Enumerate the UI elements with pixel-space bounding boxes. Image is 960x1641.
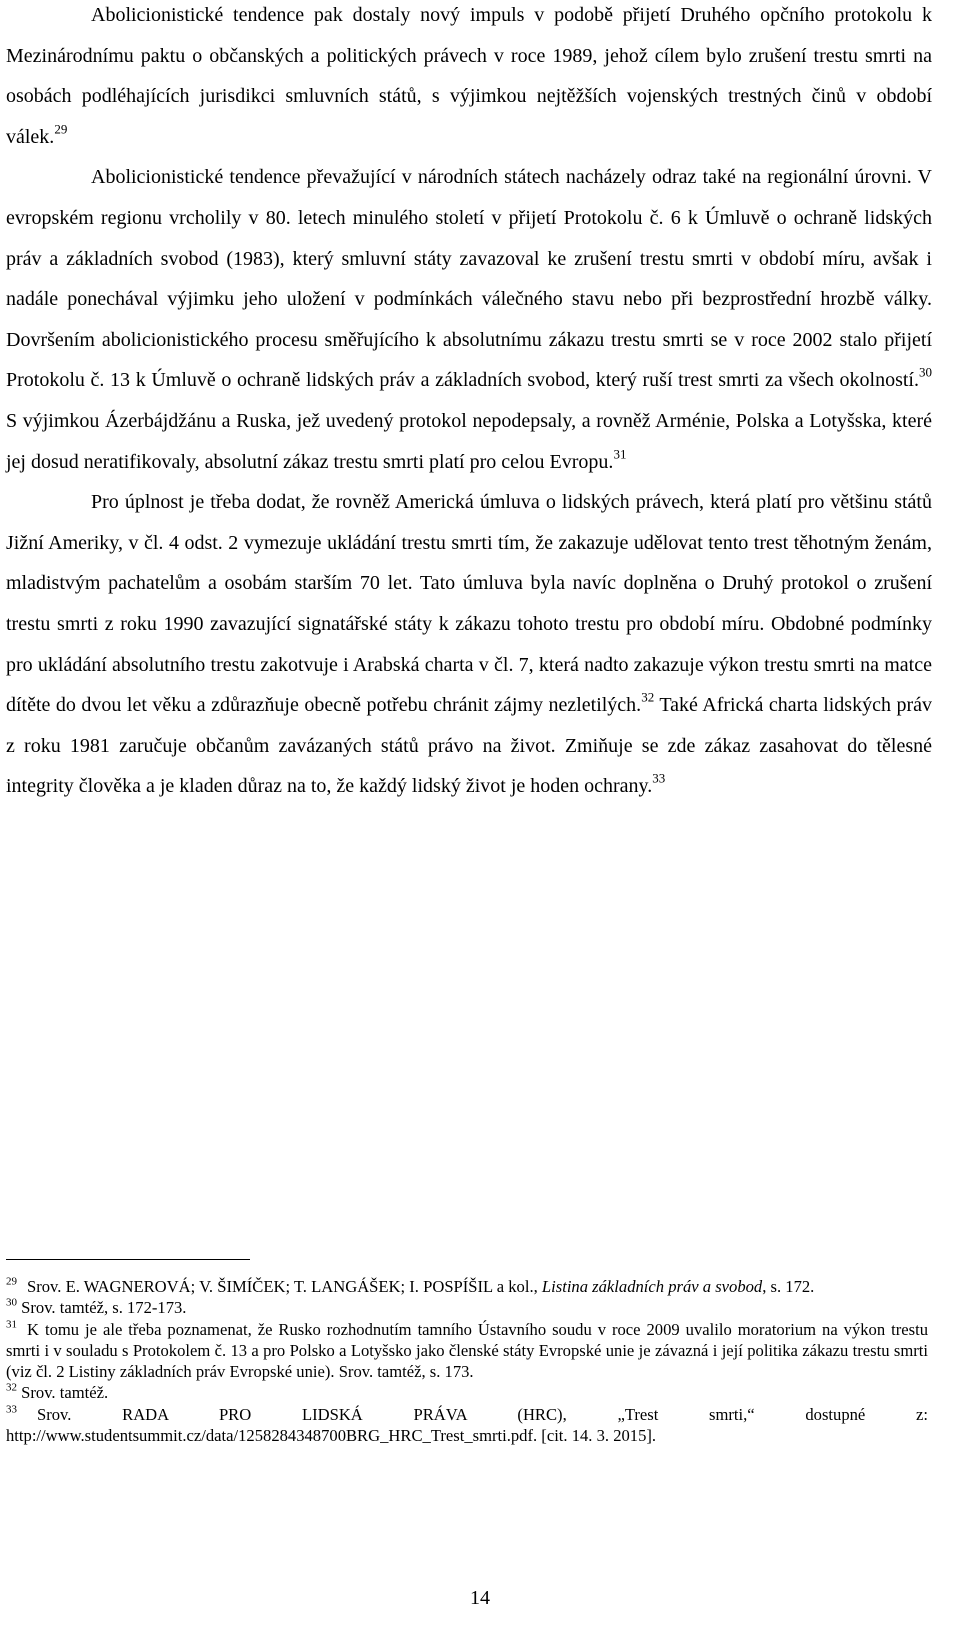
footnote-33-line-1 — [6, 1404, 928, 1425]
footnote-33-line-2 — [6, 1425, 928, 1446]
footnotes — [6, 1276, 928, 1446]
paragraph-1 — [6, 0, 932, 157]
footnote-text: Srov. RADA PRO LIDSKÁ PRÁVA (HRC), „Trest smrti,“ dostupné z: — [37, 1404, 928, 1424]
footnote-number: 29 — [6, 1275, 17, 1288]
body-text — [6, 0, 932, 807]
footnote-number: 30 — [6, 1296, 17, 1309]
paragraph-3 — [6, 482, 932, 807]
paragraph-3-text-continued: Také Africká charta lidských práv z roku 1981 zaručuje občanům zavázaných států právo na život. Zmiňuje se zde zákaz zasahovat do tělesné integrity člověka a je kladen důraz na to, že každý lidský život je hoden ochrany. — [6, 694, 932, 798]
footnote-ref-30[interactable]: 30 — [919, 364, 932, 380]
footnote-separator — [6, 1259, 250, 1260]
footnote-text: K tomu je ale třeba poznamenat, že Rusko rozhodnutím tamního Ústavního soudu v roce 2009 uvalilo moratorium na výkon trestu smrti i v souladu s Protokolem č. 13 a pro Polsko a Lotyšsko jako členské státy Evropské unie je závazná i její politika zákazu trestu smrti (viz čl. 2 Listiny základních práv Evropské unie). Srov. tamtéž, s. 173. — [6, 1319, 928, 1382]
footnote-url[interactable]: http://www.studentsummit.cz/data/1258284348700BRG_HRC_Trest_smrti.pdf. [cit. 14. 3. 2015]. — [6, 1426, 657, 1446]
footnote-32 — [6, 1382, 928, 1403]
paragraph-1-text: Abolicionistické tendence pak dostaly nový impuls v podobě přijetí Druhého opčního protokolu k Mezinárodnímu paktu o občanských a politických právech v roce 1989, jehož cílem bylo zrušení trestu smrti na osobách podléhajících jurisdikci smluvních států, s výjimkou nejtěžších vojenských trestných činů v období válek. — [6, 4, 932, 148]
footnote-text: Srov. tamtéž, s. 172-173. — [21, 1298, 187, 1318]
footnote-ref-32[interactable]: 32 — [641, 689, 655, 705]
footnote-31 — [6, 1319, 928, 1383]
footnote-number: 31 — [6, 1317, 17, 1330]
paragraph-2-text-continued: S výjimkou Ázerbájdžánu a Ruska, jež uvedený protokol nepodepsaly, a rovněž Arménie, Polska a Lotyšska, které jej dosud neratifikovaly, absolutní zákaz trestu smrti platí pro celou Evropu. — [6, 409, 932, 473]
paragraph-3-text: Pro úplnost je třeba dodat, že rovněž Americká úmluva o lidských právech, která platí pro většinu států Jižní Ameriky, v čl. 4 odst. 2 vymezuje ukládání trestu smrti tím, že zakazuje udělovat tento trest těhotným ženám, mladistvým pachatelům a osobám starším 70 let. Tato úmluva byla navíc doplněna o Druhý protokol o zrušení trestu smrti z roku 1990 zavazující signatářské státy k zákazu tohoto trestu pro období míru. Obdobné podmínky pro ukládání absolutního trestu zakotvuje i Arabská charta v čl. 7, která nadto zakazuje výkon trestu smrti na matce dítěte do dvou let věku a zdůrazňuje obecně potřebu chránit zájmy nezletilých. — [6, 491, 932, 717]
footnote-cited-title: Listina základních práv a svobod — [541, 1277, 763, 1296]
footnote-number: 32 — [6, 1381, 17, 1394]
footnote-number: 33 — [6, 1403, 17, 1416]
footnote-29 — [6, 1276, 928, 1297]
footnote-ref-29[interactable]: 29 — [54, 121, 68, 137]
footnote-text-end: , s. 172. — [762, 1277, 815, 1296]
footnote-ref-31[interactable]: 31 — [613, 445, 627, 461]
paragraph-2-text: Abolicionistické tendence převažující v národních státech nacházely odraz také na regionální úrovni. V evropském regionu vrcholily v 80. letech minulého století v přijetí Protokolu č. 6 k Úmluvě o ochraně lidských práv a základních svobod (1983), který smluvní státy zavazoval ke zrušení trestu smrti v období míru, avšak i nadále ponechával výjimku jeho uložení v podmínkách válečného stavu nebo při bezprostřední hrozbě války. Dovršením abolicionistického procesu směřujícího k absolutnímu zákazu trestu smrti se v roce 2002 stalo přijetí Protokolu č. 13 k Úmluvě o ochraně lidských práv a základních svobod, který ruší trest smrti za všech okolností. — [6, 166, 932, 392]
footnote-text: Srov. E. WAGNEROVÁ; V. ŠIMÍČEK; T. LANGÁŠEK; I. POSPÍŠIL a kol., — [27, 1277, 538, 1296]
page-number: 14 — [470, 1587, 490, 1609]
footnote-ref-33[interactable]: 33 — [652, 770, 666, 786]
footnote-text: Srov. tamtéž. — [21, 1383, 109, 1403]
paragraph-2 — [6, 157, 932, 482]
footnote-30 — [6, 1297, 928, 1318]
